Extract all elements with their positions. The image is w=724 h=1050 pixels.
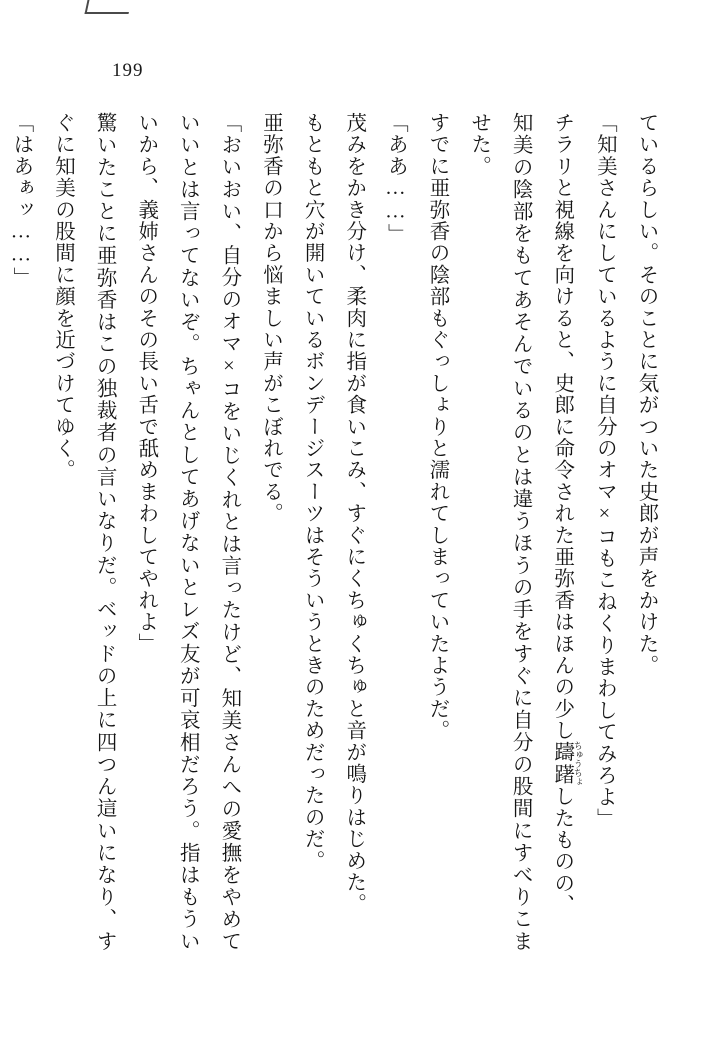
body-text — [9, 112, 666, 952]
paragraph: 茂みをかき分け、柔肉に指が食いこみ、すぐにくちゅくちゅと音が鳴りはじめた。 — [342, 112, 365, 915]
paragraph: すでに亜弥香の陰部もぐっしょりと濡れてしまっていたようだ。 — [425, 112, 448, 742]
paragraph-with-ruby — [540, 112, 583, 952]
paragraph: 驚いたことに亜弥香はこの独裁者の言いなりだ。ベッドの上に四つん這いになり、すぐに知美の股間に顔を近づけてゆく。 — [51, 112, 116, 952]
paragraph: 亜弥香の口から悩ましい声がこぼれでる。 — [259, 112, 282, 525]
ruby-text: ちゅうちょ — [572, 740, 583, 786]
page-number: 199 — [112, 60, 144, 81]
paragraph: 「おいおい、自分のオマ×コをいじくれとは言ったけど、知美さんへの愛撫をやめていいとは言ってないぞ。ちゃんとしてあげないとレズ友が可哀相だろう。指はもういいから、義姉さんのその長い舌で舐めまわしてやれよ」 — [134, 112, 240, 952]
paragraph-pre: チラリと視線を向けると、史郎に命令された亜弥香はほんの少し — [550, 112, 573, 742]
paragraph-post: したものの、 — [550, 785, 573, 916]
ruby-annotation — [550, 740, 583, 786]
paragraph: ているらしい。そのことに気がついた史郎が声をかけた。 — [635, 112, 657, 677]
paragraph: 「知美さんにしているように自分のオマ×コもこねくりまわしてみろよ」 — [593, 112, 616, 830]
scan-corner-mark-icon — [85, 0, 132, 14]
paragraph: もともと穴が開いているボンデージスーツはそういうときのためだったのだ。 — [301, 112, 324, 872]
paragraph: 知美の陰部をもてあそんでいるのとは違うほうの手をすぐに自分の股間にすべりこませた。 — [467, 112, 532, 952]
paragraph: 「ああ……」 — [384, 112, 407, 246]
paragraph: 「はあぁッ……」 — [9, 112, 32, 289]
ruby-base: 躊躇 — [550, 740, 573, 786]
